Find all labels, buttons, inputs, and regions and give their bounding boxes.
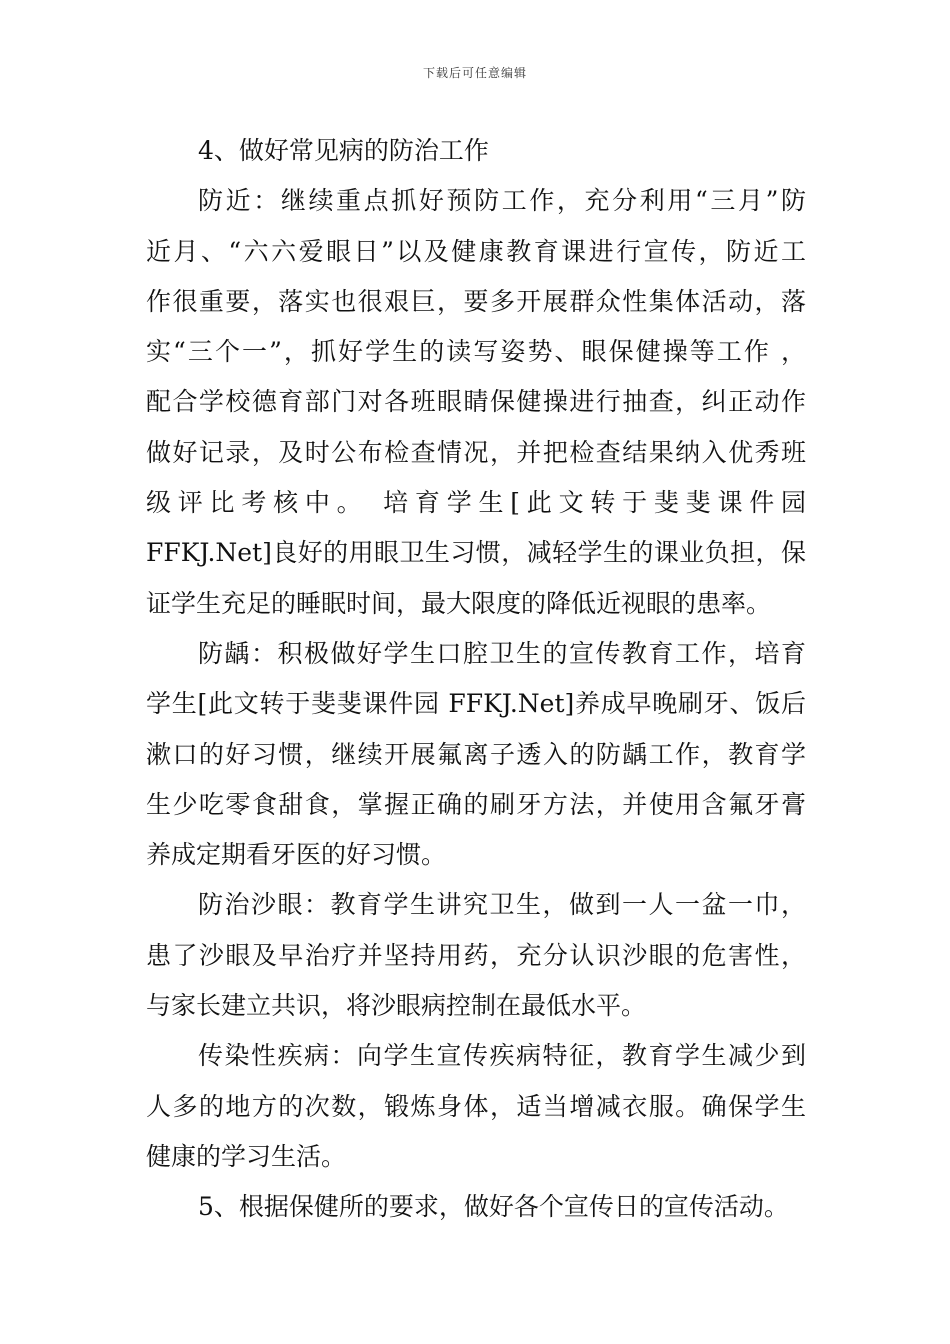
document-body [146, 126, 806, 1233]
paragraph-infectious-disease [146, 1031, 806, 1182]
text-line: 与家长建立共识，将沙眼病控制在最低水平。 [146, 991, 647, 1021]
paragraph-myopia-prevention [146, 176, 806, 629]
text-line: 漱口的好习惯，继续开展氟离子透入的防龋工作，教育学 [146, 739, 806, 769]
text-line: 证学生充足的睡眠时间，最大限度的降低近视眼的患率。 [146, 588, 772, 618]
text-line: 人多的地方的次数，锻炼身体，适当增减衣服。确保学生 [146, 1091, 806, 1121]
page-header: 下载后可任意编辑 [422, 66, 527, 80]
text-line: 实“三个一”，抓好学生的读写姿势、眼保健操等工作 ， [146, 337, 806, 367]
text-line: 配合学校德育部门对各班眼睛保健操进行抽查，纠正动作 [146, 387, 806, 417]
text-line: 级评比考核中。 培育学生[此文转于斐斐课件园 [146, 488, 806, 518]
text-line: 养成定期看牙医的好习惯。 [146, 840, 447, 870]
section-heading-5 [146, 1182, 806, 1232]
text-line: 健康的学习生活。 [146, 1141, 347, 1171]
text-line: 传染性疾病：向学生宣传疾病特征，教育学生减少到 [198, 1041, 806, 1071]
text-line: 生少吃零食甜食，掌握正确的刷牙方法，并使用含氟牙膏 [146, 789, 806, 819]
paragraph-trachoma-prevention [146, 880, 806, 1031]
heading-line: 4、做好常见病的防治工作 [198, 136, 489, 165]
text-line: 防近：继续重点抓好预防工作，充分利用“三月”防 [198, 186, 806, 216]
text-line: 作很重要，落实也很艰巨，要多开展群众性集体活动，落 [146, 286, 806, 316]
section-heading-4 [146, 126, 806, 176]
text-line: 学生[此文转于斐斐课件园 FFKJ.Net]养成早晚刷牙、饭后 [146, 689, 806, 719]
text-line: 做好记录，及时公布检查情况，并把检查结果纳入优秀班 [146, 437, 806, 467]
text-line: 防龋：积极做好学生口腔卫生的宣传教育工作，培育 [198, 638, 806, 668]
text-line: 防治沙眼：教育学生讲究卫生，做到一人一盆一巾， [198, 890, 806, 920]
text-line: FFKJ.Net]良好的用眼卫生习惯，减轻学生的课业负担，保 [146, 538, 806, 568]
text-line: 患了沙眼及早治疗并坚持用药，充分认识沙眼的危害性， [146, 940, 806, 970]
heading-line: 5、根据保健所的要求，做好各个宣传日的宣传活动。 [198, 1192, 789, 1222]
text-line: 近月、“六六爱眼日”以及健康教育课进行宣传，防近工 [146, 236, 806, 266]
paragraph-caries-prevention [146, 629, 806, 880]
